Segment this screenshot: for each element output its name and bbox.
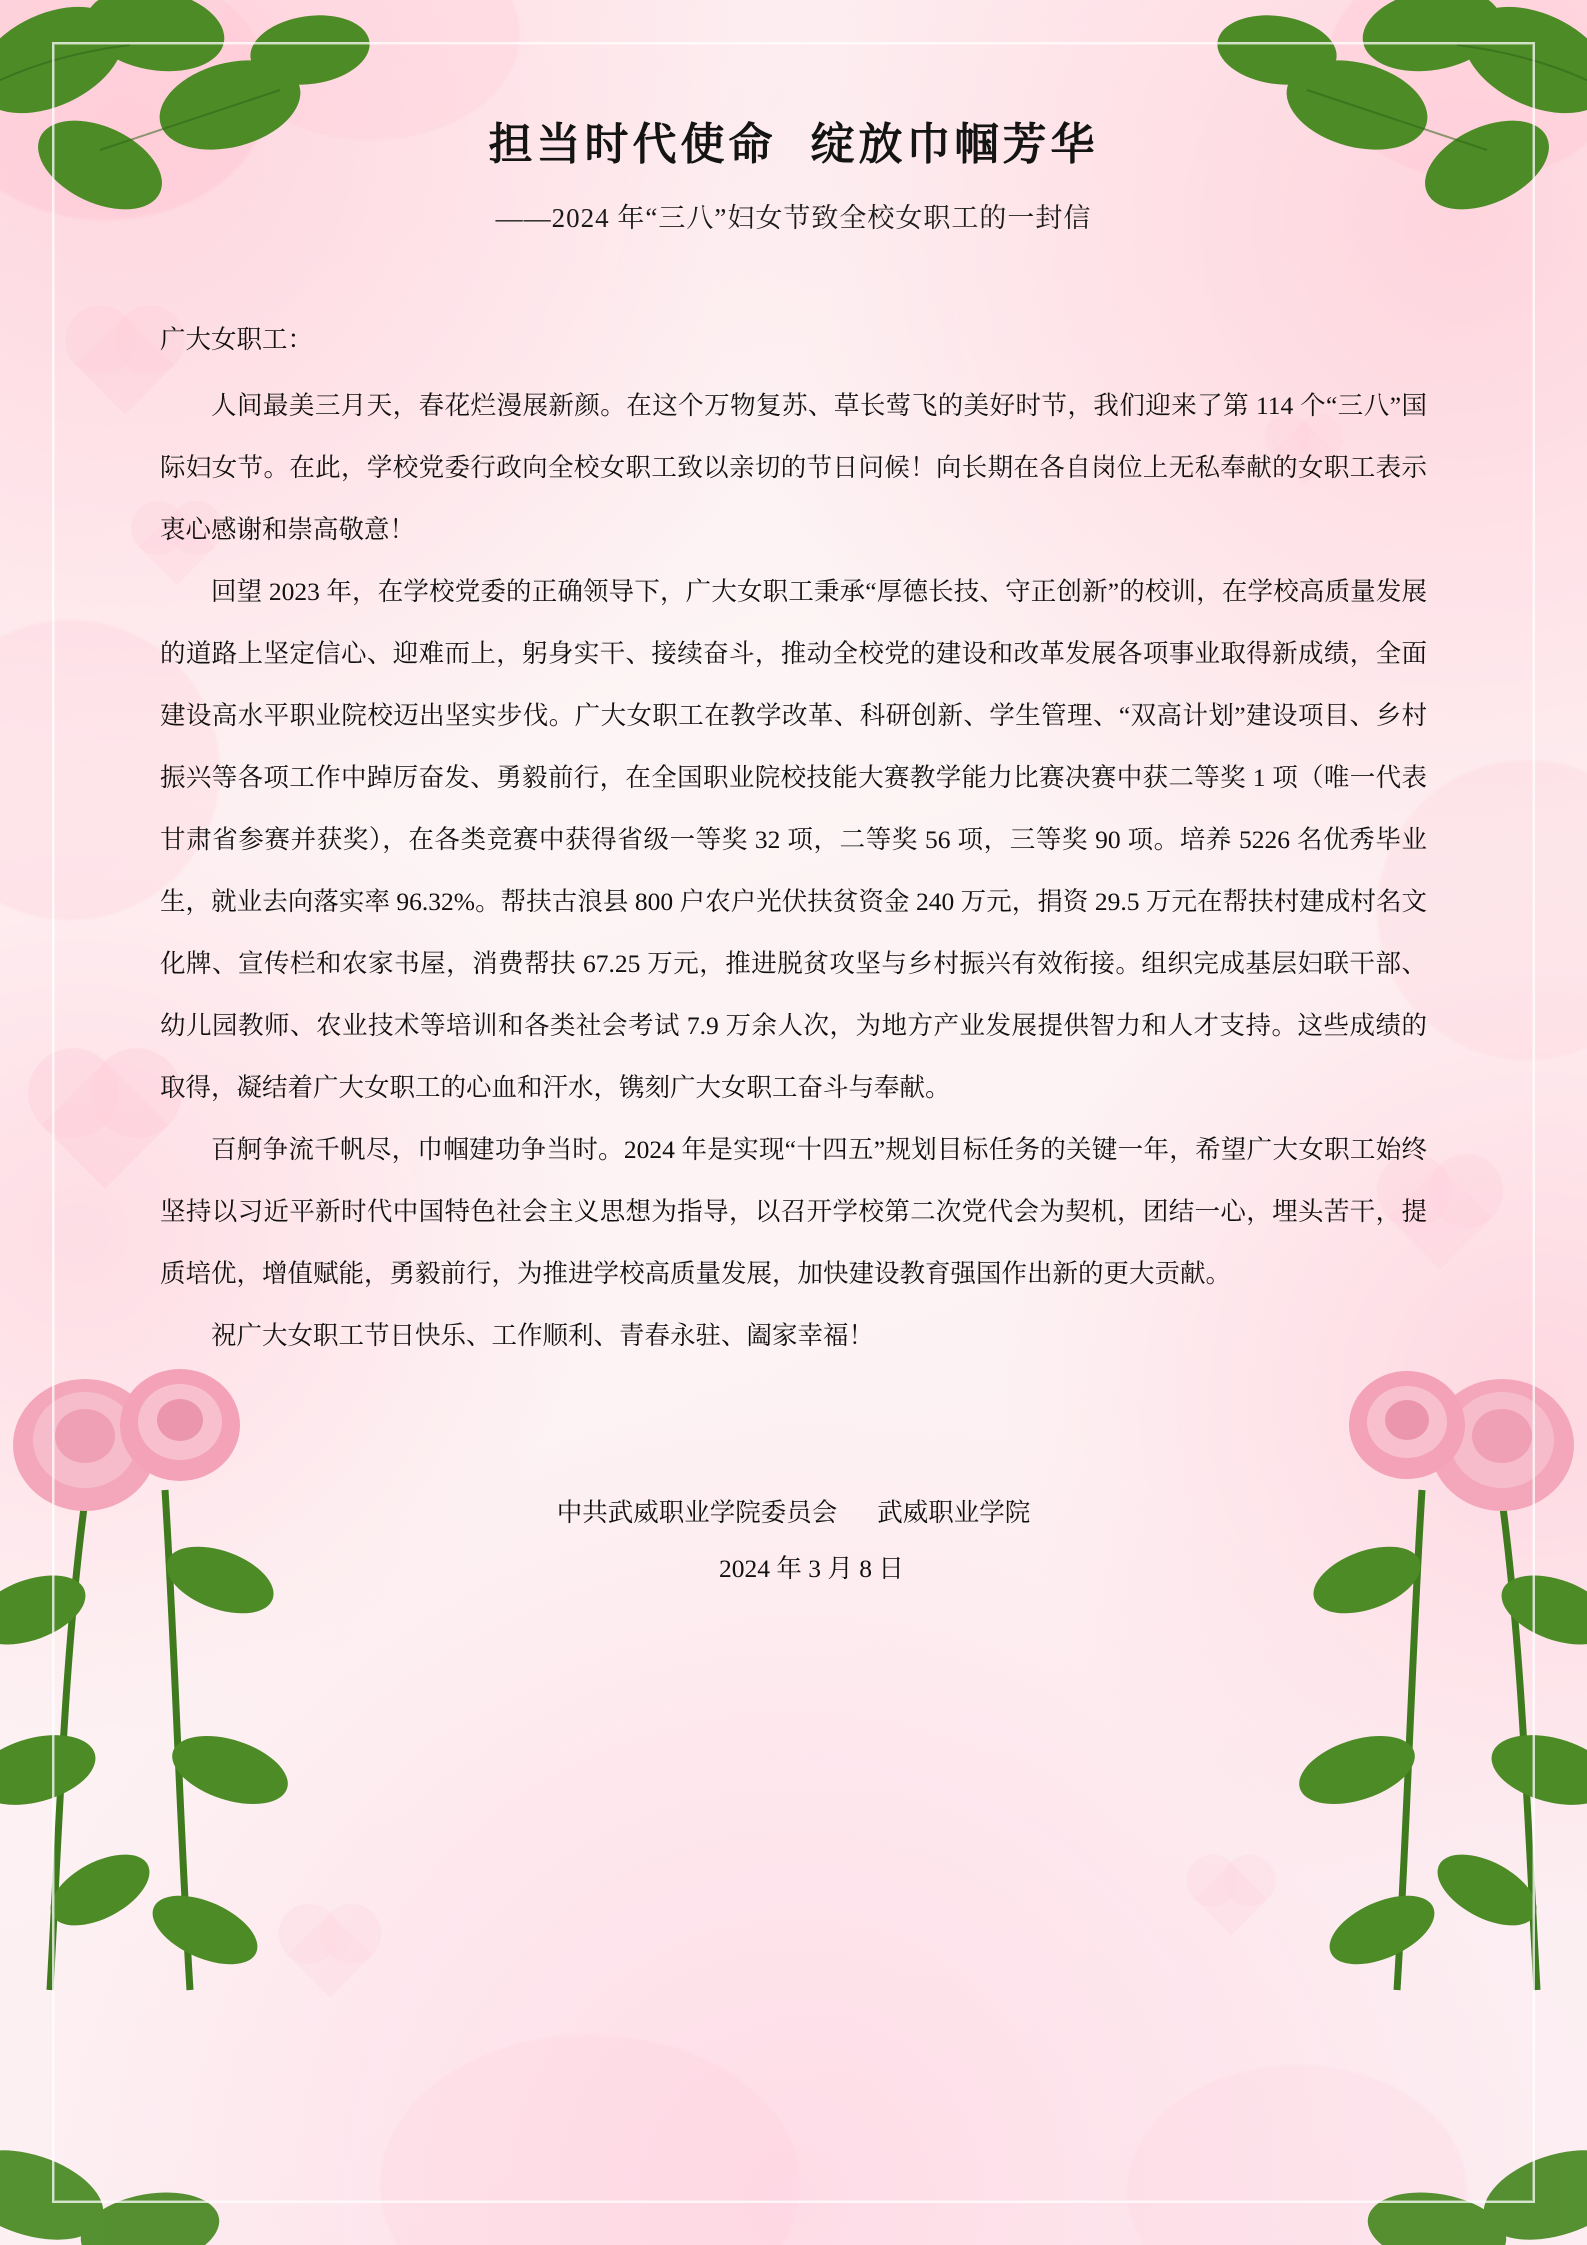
page-title: [0, 108, 1587, 172]
signature-organizations: [160, 1485, 1427, 1541]
signature-date: 2024 年 3 月 8 日: [719, 1554, 904, 1583]
title-part-one: 担当时代使命: [488, 119, 777, 170]
signature-school: 武威职业学院: [877, 1498, 1031, 1527]
signature-block: [160, 1485, 1427, 1597]
page-subtitle: ——2024 年“三八”妇女节致全校女职工的一封信: [495, 203, 1092, 233]
title-part-two: 绽放巾帼芳华: [810, 119, 1099, 170]
letter-body: [160, 309, 1427, 1597]
paragraph-2: 回望 2023 年，在学校党委的正确领导下，广大女职工秉承“厚德长技、守正创新”的校训，在学校高质量发展的道路上坚定信心、迎难而上，躬身实干、接续奋斗，推动全校党的建设和改革发展各项事业取得新成绩，全面建设高水平职业院校迈出坚实步伐。广大女职工在教学改革、科研创新、学生管理、“双高计划”建设项目、乡村振兴等各项工作中踔厉奋发、勇毅前行，在全国职业院校技能大赛教学能力比赛决赛中获二等奖 1 项（唯一代表甘肃省参赛并获奖），在各类竞赛中获得省级一等奖 32 项，二等奖 56 项，三等奖 90 项。培养 5226 名优秀毕业生，就业去向落实率 96.32%。帮扶古浪县 800 户农户光伏扶贫资金 240 万元，捐资 29.5 万元在帮扶村建成村名文化牌、宣传栏和农家书屋，消费帮扶 67.25 万元，推进脱贫攻坚与乡村振兴有效衔接。组织完成基层妇联干部、幼儿园教师、农业技术等培训和各类社会考试 7.9 万余人次，为地方产业发展提供智力和人才支持。这些成绩的取得，凝结着广大女职工的心血和汗水，镌刻广大女职工奋斗与奉献。: [160, 577, 1427, 1102]
salutation: 广大女职工：: [160, 325, 314, 354]
paragraph-1: 人间最美三月天，春花烂漫展新颜。在这个万物复苏、草长莺飞的美好时节，我们迎来了第 114 个“三八”国际妇女节。在此，学校党委行政向全校女职工致以亲切的节日问候！向长期在各自岗位上无私奉献的女职工表示衷心感谢和崇高敬意！: [160, 391, 1427, 544]
paragraph-3: 百舸争流千帆尽，巾帼建功争当时。2024 年是实现“十四五”规划目标任务的关键一年，希望广大女职工始终坚持以习近平新时代中国特色社会主义思想为指导，以召开学校第二次党代会为契机，团结一心，埋头苦干，提质培优，增值赋能，勇毅前行，为推进学校高质量发展，加快建设教育强国作出新的更大贡献。: [160, 1135, 1427, 1288]
signature-party-committee: 中共武威职业学院委员会: [556, 1498, 838, 1527]
paragraph-4: 祝广大女职工节日快乐、工作顺利、青春永驻、阖家幸福！: [211, 1321, 875, 1350]
